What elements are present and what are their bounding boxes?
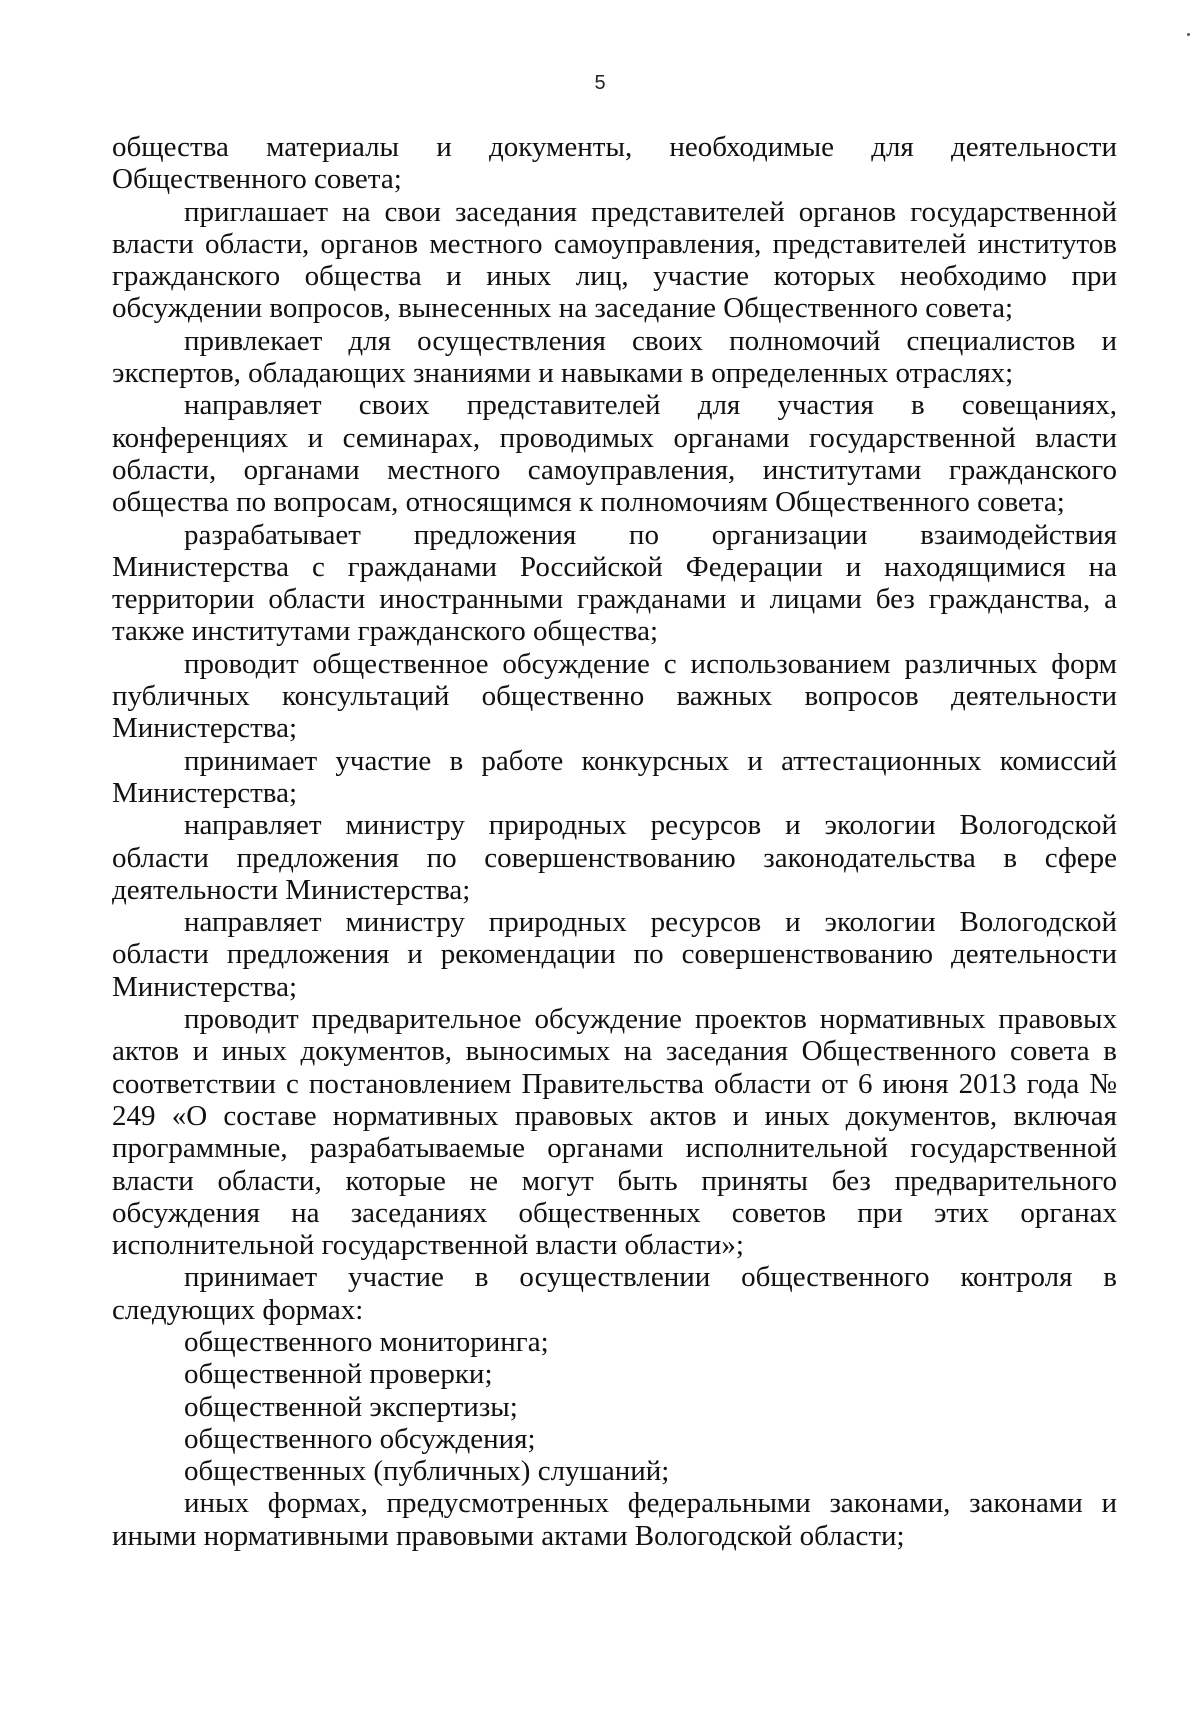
paragraph-continuation: общества материалы и документы, необходимые для деятельности Общественного совета; [112,131,1117,196]
scan-speck [1187,33,1190,36]
paragraph-develops-proposals: разрабатывает предложения по организации взаимодействия Министерства с гражданами Российской Федерации и находящимися на территории области иностранными гражданами и лицами без гражданства, а также институтами гражданского общества; [112,518,1117,648]
control-form-item: общественных (публичных) слушаний; [184,1455,670,1488]
paragraph-public-control: принимает участие в осуществлении общественного контроля в следующих формах: [112,1261,1117,1326]
paragraph-legislation-proposals: направляет министру природных ресурсов и экологии Вологодской области предложения по совершенствованию законодательства в сфере деятельности Министерства; [112,809,1117,906]
paragraph-recommendations: направляет министру природных ресурсов и экологии Вологодской области предложения и рекомендации по совершенствованию деятельности Министерства; [112,906,1117,1003]
paragraph-other-forms: иных формах, предусмотренных федеральными законами, законами и иными нормативными правовыми актами Вологодской области; [112,1487,1117,1552]
control-form-item: общественного мониторинга; [184,1325,549,1358]
document-body [112,131,1117,1552]
paragraph-invites: приглашает на свои заседания представителей органов государственной власти области, органов местного самоуправления, представителей институтов гражданского общества и иных лиц, участие которых необходимо при обсуждении вопросов, вынесенных на заседание Общественного совета; [112,195,1117,325]
control-form-item: общественной экспертизы; [184,1390,518,1423]
control-form-item: общественного обсуждения; [184,1422,536,1455]
paragraph-preliminary-discussion: проводит предварительное обсуждение проектов нормативных правовых актов и иных документов, выносимых на заседания Общественного совета в соответствии с постановлением Правительства области от 6 июня 2013 года № 249 «О составе нормативных правовых актов и иных документов, включая программные, разрабатываемые органами исполнительной государственной власти области, которые не могут быть приняты без предварительного обсуждения на заседаниях общественных советов при этих органах исполнительной государственной власти области»; [112,1003,1117,1262]
control-form-item: общественной проверки; [184,1358,493,1391]
paragraph-sends-representatives: направляет своих представителей для участия в совещаниях, конференциях и семинарах, проводимых органами государственной власти области, органами местного самоуправления, институтами гражданского общества по вопросам, относящимся к полномочиям Общественного совета; [112,389,1117,519]
page-number: 5 [594,72,606,94]
paragraph-engages-experts: привлекает для осуществления своих полномочий специалистов и экспертов, обладающих знаниями и навыками в определенных отраслях; [112,324,1117,390]
paragraph-public-discussion: проводит общественное обсуждение с использованием различных форм публичных консультаций общественно важных вопросов деятельности Министерства; [112,647,1117,745]
paragraph-commissions: принимает участие в работе конкурсных и аттестационных комиссий Министерства; [112,744,1117,809]
